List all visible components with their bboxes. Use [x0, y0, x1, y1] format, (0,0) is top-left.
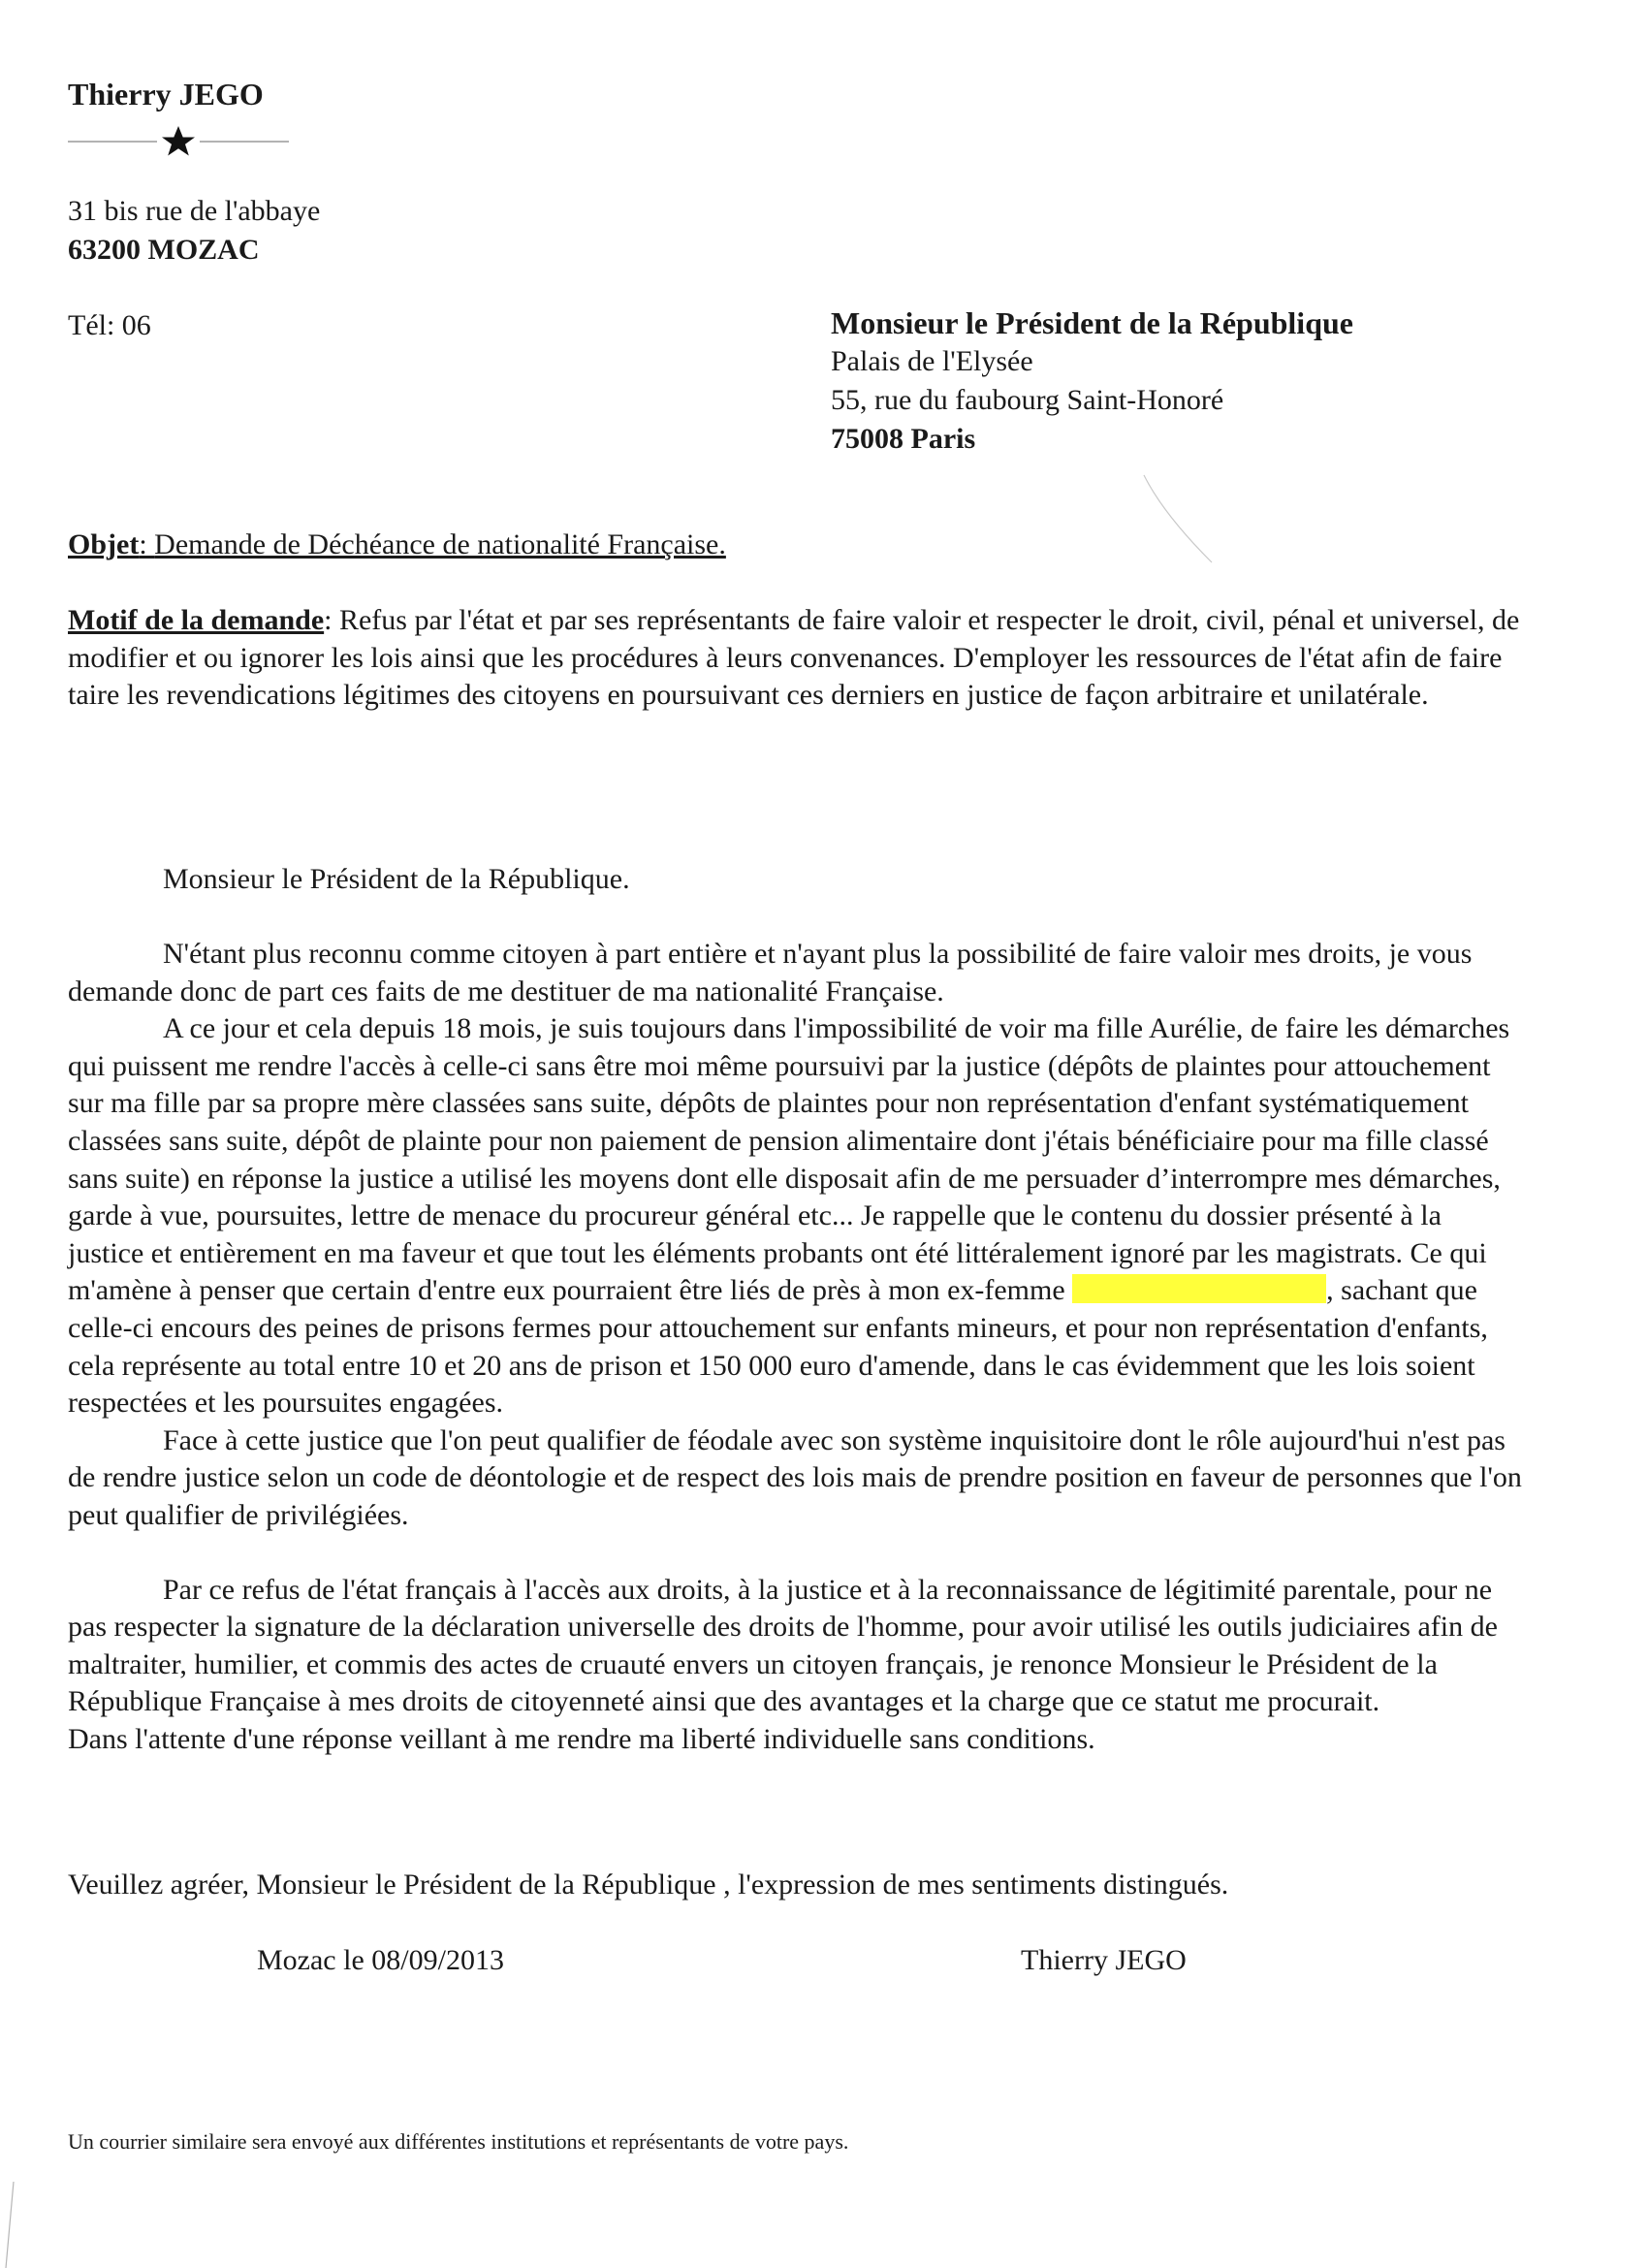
motif-paragraph	[68, 602, 1522, 715]
motif-label: Motif de la demande	[68, 604, 325, 636]
subject-text: Demande de Déchéance de nationalité Française.	[154, 528, 726, 560]
body-paragraph-1: N'étant plus reconnu comme citoyen à part entière et n'ayant plus la possibilité de faire valoir mes droits, je vous demande donc de part ces faits de me destituer de ma nationalité Française.	[68, 938, 1473, 1007]
salutation: Monsieur le Président de la République.	[163, 863, 630, 895]
scan-edge-mark	[0, 2182, 39, 2268]
footer-note: Un courrier similaire sera envoyé aux différentes institutions et représentants de votre pays.	[68, 2129, 849, 2154]
body-paragraph-2-end: , sachant que celle-ci encours des peines de prisons fermes pour attouchement sur enfants mineurs, et pour non représentation d'enfants, cela représente au total entre 10 et 20 ans de prison et 150 000 euro d'amende, dans le cas évidemment que les lois soient respectées et les poursuites engagées.	[68, 1274, 1488, 1420]
body-paragraph-2-start: A ce jour et cela depuis 18 mois, je suis toujours dans l'impossibilité de voir ma fille Aurélie, de faire les démarches qui puissent me rendre l'accès à celle-ci sans être moi même poursuivi par la justice (dépôts de plaintes pour attouchement sur ma fille par sa propre mère classées sans suite, dépôts de plaintes pour non représentation d'enfant systématiquement classées sans suite, dépôt de plainte pour non paiement de pension alimentaire dont j'étais bénéficiaire pour ma fille classé sans suite) en réponse la justice a utilisé les moyens dont elle disposait afin de me persuader d’interrompre mes démarches, garde à vue, poursuites, lettre de menace du procureur général etc... Je rappelle que le contenu du dossier présenté à la justice et entièrement en ma faveur et que tout les éléments probants ont été littéralement ignoré par les magistrats. Ce qui m'amène à penser que certain d'entre eux pourraient être liés de près à mon ex-femme	[68, 1012, 1510, 1307]
sender-address	[68, 192, 320, 270]
letter-body	[68, 936, 1522, 1758]
subject-label: Objet	[68, 528, 140, 560]
sender-street: 31 bis rue de l'abbaye	[68, 195, 321, 227]
recipient-line1: Palais de l'Elysée	[831, 345, 1033, 377]
sender-city: 63200 MOZAC	[68, 234, 260, 266]
recipient-title: Monsieur le Président de la République	[831, 305, 1353, 340]
recipient-city-line	[831, 420, 1353, 459]
sender-tel: Tél: 06	[68, 309, 151, 341]
closing-formula: Veuillez agréer, Monsieur le Président de la République , l'expression de mes sentiments distingués.	[68, 1869, 1229, 1901]
recipient-city: Paris	[910, 423, 976, 455]
place-date: Mozac le 08/09/2013	[257, 1944, 504, 1976]
recipient-line2: 55, rue du faubourg Saint-Honoré	[831, 384, 1224, 416]
star-icon	[162, 126, 195, 156]
body-paragraph-3: Face à cette justice que l'on peut qualifier de féodale avec son système inquisitoire dont le rôle aujourd'hui n'est pas de rendre justice selon un code de déontologie et de respect des lois mais de prendre position en faveur de personnes que l'on peut qualifier de privilégiées.	[68, 1423, 1522, 1531]
motif-text: : Refus par l'état et par ses représentants de faire valoir et respecter le droit, civil, pénal et universel, de modifier et ou ignorer les lois ainsi que les procédures à leurs convenances. D'employer les ressources de l'état afin de faire taire les revendications légitimes des citoyens en poursuivant ces derniers en justice de façon arbitraire et unilatérale.	[68, 604, 1520, 711]
recipient-postcode: 75008	[831, 423, 903, 455]
subject-line: Objet: Demande de Déchéance de nationalité Française.	[68, 528, 726, 560]
body-paragraph-5: Dans l'attente d'une réponse veillant à me rendre ma liberté individuelle sans conditions.	[68, 1722, 1095, 1755]
body-paragraph-4: Par ce refus de l'état français à l'accès aux droits, à la justice et à la reconnaissance de légitimité parentale, pour ne pas respecter la signature de la déclaration universelle des droits de l'homme, pour avoir utilisé les outils judiciaires afin de maltraiter, humilier, et commis des actes de cruauté envers un citoyen français, je renonce Monsieur le Président de la République Française à mes droits de citoyenneté ainsi que des avantages et la charge que ce statut me procurait.	[68, 1573, 1498, 1718]
signature-name: Thierry JEGO	[1021, 1944, 1187, 1976]
recipient-address	[831, 303, 1353, 459]
body-paragraph-2	[68, 1010, 1522, 1422]
sender-name: Thierry JEGO	[68, 77, 264, 112]
redacted-name-highlight	[1072, 1274, 1326, 1303]
star-divider	[68, 120, 289, 159]
